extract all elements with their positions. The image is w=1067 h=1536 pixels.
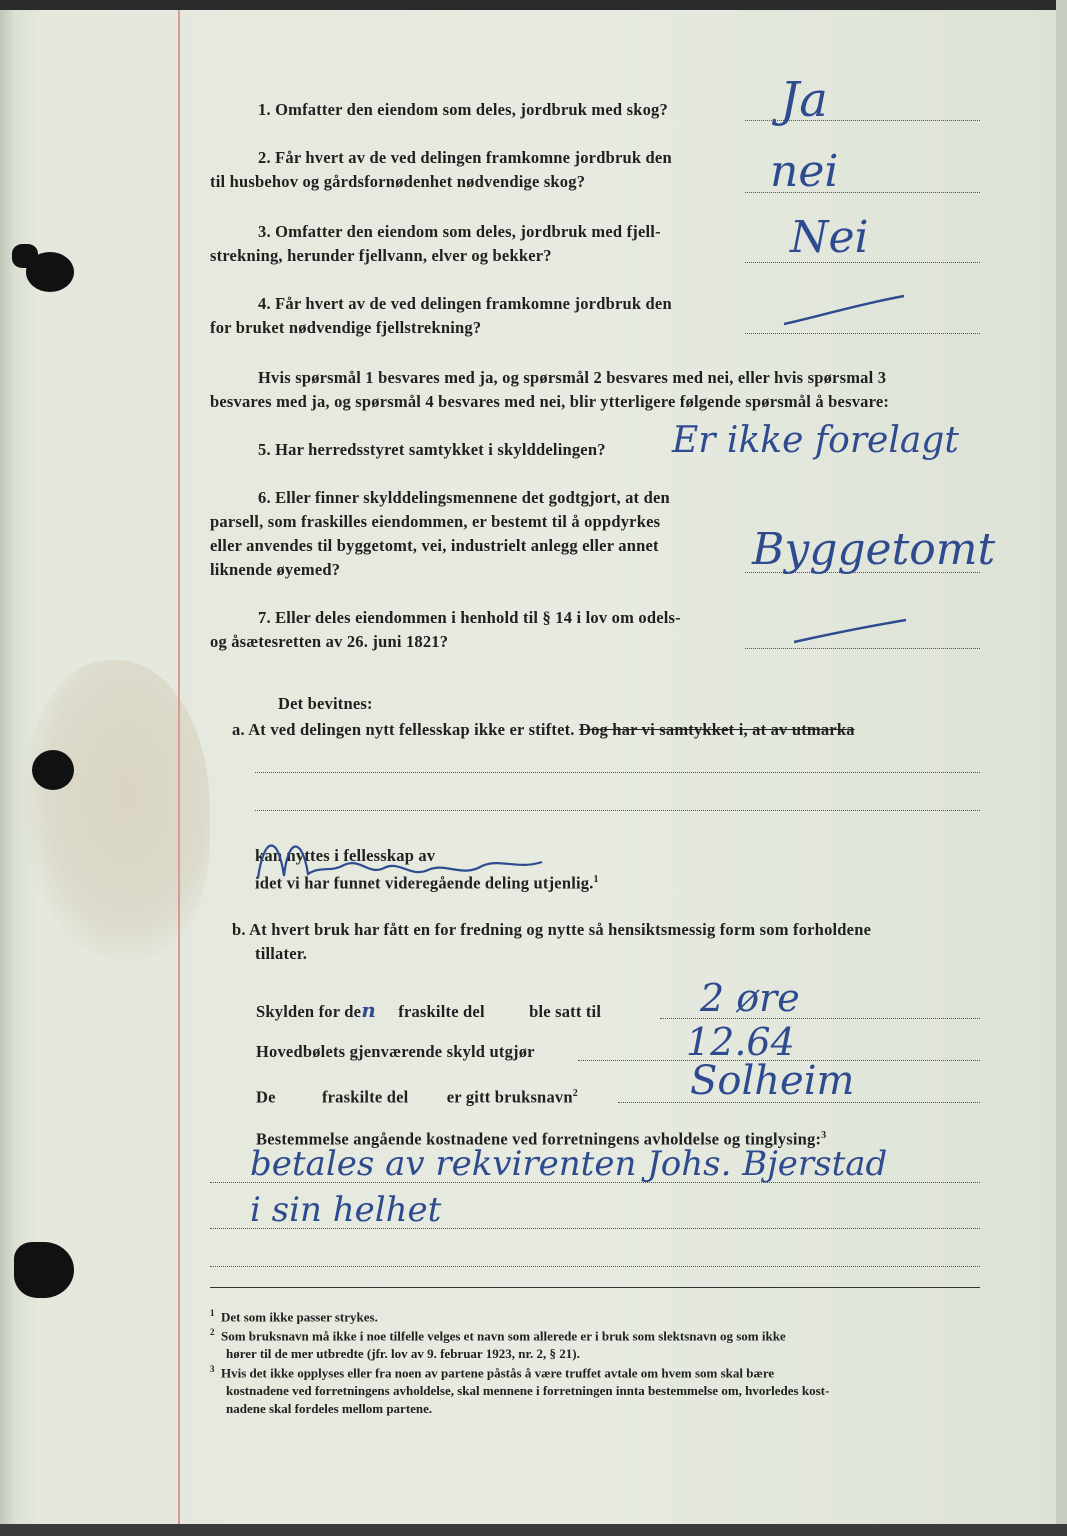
skyld-value-3: Solheim: [690, 1058, 855, 1104]
footnote-ref-1: 1: [593, 874, 599, 885]
answer-7-dash-stroke: [790, 612, 910, 648]
attest-b: [232, 918, 992, 966]
question-1: [210, 98, 668, 122]
skyld-line-1-label-a: Skylden for de: [256, 1002, 362, 1021]
answer-5: Er ikke forelagt: [672, 420, 959, 461]
condition-paragraph: [210, 366, 985, 414]
question-6-line-3: eller anvendes til byggetomt, vei, industrielt anlegg eller annet: [210, 536, 659, 555]
question-6: [210, 486, 670, 582]
skyld-value-1: 2 øre: [700, 976, 800, 1020]
attest-a-text: a. At ved delingen nytt fellesskap ikke er stiftet.: [232, 720, 575, 739]
answer-line-7: [745, 648, 980, 649]
question-6-line-2: parsell, som fraskilles eiendommen, er bestemt til å oppdyrkes: [210, 512, 661, 531]
footnote-ref-3: 3: [821, 1130, 827, 1141]
skyld-line-3-label-c: er gitt bruksnavn: [446, 1087, 573, 1107]
skyld-line-1-label-b: fraskilte del: [398, 1002, 485, 1021]
question-7: [210, 606, 681, 654]
attest-a-line-2: kan nyttes i fellesskap av: [255, 846, 436, 865]
scan-bottom-edge: [0, 1524, 1067, 1536]
footnote-2-line-2: hører til de mer utbredte (jfr. lov av 9. februar 1923, nr. 2, § 21).: [226, 1346, 580, 1362]
skyld-value-2: 12.64: [686, 1020, 795, 1064]
footnote-3-line-2: kostnadene ved forretningens avholdelse, skal mennene i forretningen innta bestemmelse om, hvorledes kost-: [226, 1383, 830, 1399]
question-3-line-2: strekning, herunder fjellvann, elver og bekker?: [210, 246, 552, 265]
answer-1: Ja: [780, 72, 828, 128]
footnote-3-line-1: Hvis det ikke opplyses eller fra noen av partene påstås å være truffet avtale om hvem som skal bære: [221, 1365, 775, 1381]
question-7-line-1: 7. Eller deles eiendommen i henhold til § 14 i lov om odels-: [258, 608, 681, 627]
skyld-line-3: [256, 1082, 578, 1110]
question-5-text: 5. Har herredsstyret samtykket i skylddelingen?: [258, 440, 606, 459]
cost-provision-line-2: i sin helhet: [250, 1190, 442, 1230]
question-2-line-2: til husbehov og gårdsfornødenhet nødvendige skog?: [210, 172, 586, 191]
cost-line-3-dots: [210, 1266, 980, 1267]
cost-provision-line-1: betales av rekvirenten Johs. Bjerstad: [250, 1144, 888, 1184]
question-3-line-1: 3. Omfatter den eiendom som deles, jordbruk med fjell-: [258, 222, 661, 241]
question-4-line-1: 4. Får hvert av de ved delingen framkomne jordbruk den: [258, 294, 672, 313]
footnote-1-text: Det som ikke passer strykes.: [221, 1309, 378, 1325]
cost-line-2-dots: [210, 1228, 980, 1229]
question-6-line-1: 6. Eller finner skylddelingsmennene det godtgjort, at den: [258, 488, 670, 507]
footnote-2-line-1: Som bruksnavn må ikke i noe tilfelle velges et navn som allerede er i bruk som slektsnavn og som ikke: [221, 1328, 786, 1344]
skyld-line-3-label-b: fraskilte del: [321, 1087, 409, 1107]
attest-heading: Det bevitnes:: [278, 694, 373, 713]
attest-b-line-2: tillater.: [255, 944, 308, 963]
skyld-line-3-label-a: De: [256, 1087, 276, 1107]
attest-a: [232, 718, 992, 742]
footnote-3-line-3: nadene skal fordeles mellom partene.: [226, 1401, 433, 1417]
footnote-ref-2: 2: [572, 1088, 578, 1099]
footnote-3: [210, 1360, 980, 1418]
answer-2: nei: [770, 146, 839, 197]
punch-hole-middle: [32, 750, 74, 790]
answer-4-dash-stroke: [780, 292, 910, 332]
skyld-line-4-text: Bestemmelse angående kostnadene ved forretningens avholdelse og tinglysing:: [256, 1129, 822, 1149]
punch-hole-bottom: [14, 1242, 74, 1298]
question-1-text: 1. Omfatter den eiendom som deles, jordbruk med skog?: [258, 100, 668, 119]
attest-b-line-1: b. At hvert bruk har fått en for fredning og nytte så hensiktsmessig form som forholdene: [232, 920, 872, 939]
skyld-line-1: [256, 998, 601, 1024]
answer-3: Nei: [790, 212, 869, 263]
skyld-line-2: Hovedbølets gjenværende skyld utgjør: [256, 1042, 535, 1061]
question-4-line-2: for bruket nødvendige fjellstrekning?: [210, 318, 482, 337]
attest-a-struck-text: Dog har vi samtykket i, at av utmarka: [578, 720, 855, 739]
footnote-2-mark: 2: [210, 1327, 215, 1337]
question-5: [210, 438, 606, 462]
condition-line-2: besvares med ja, og spørsmål 4 besvares med nei, blir ytterligere følgende spørsmål å besvare:: [210, 392, 890, 411]
question-2: [210, 146, 672, 194]
page-fold-shadow: [0, 0, 14, 1536]
condition-line-1: Hvis spørsmål 1 besvares med ja, og spørsmål 2 besvares med nei, eller hvis spørsmal 3: [258, 368, 887, 387]
footnote-2: [210, 1323, 980, 1363]
paper-stain: [25, 660, 210, 960]
footnote-rule: [210, 1287, 980, 1288]
margin-line: [178, 10, 180, 1524]
question-2-line-1: 2. Får hvert av de ved delingen framkomne jordbruk den: [258, 148, 672, 167]
footnote-1-mark: 1: [210, 1308, 215, 1318]
answer-line-4: [745, 333, 980, 334]
scan-top-edge: [0, 0, 1067, 10]
punch-hole-top-notch: [12, 244, 38, 268]
cost-line-1-dots: [210, 1182, 980, 1183]
attest-strike-scribble: [250, 826, 550, 892]
scan-right-edge: [1056, 0, 1067, 1536]
question-4: [210, 292, 672, 340]
skyld-line-1-hand-n: n: [361, 998, 376, 1022]
answer-6: Byggetomt: [752, 524, 996, 575]
footnote-3-mark: 3: [210, 1364, 215, 1374]
skyld-line-1-label-c: ble satt til: [529, 1002, 602, 1021]
attest-a-blank-line-2: [255, 810, 980, 811]
question-7-line-2: og åsætesretten av 26. juni 1821?: [210, 632, 449, 651]
question-3: [210, 220, 661, 268]
attest-a-blank-line-1: [255, 772, 980, 773]
attest-a-line-3-text: idet vi har funnet videregående deling utjenlig.: [255, 873, 594, 893]
question-6-line-4: liknende øyemed?: [210, 560, 341, 579]
